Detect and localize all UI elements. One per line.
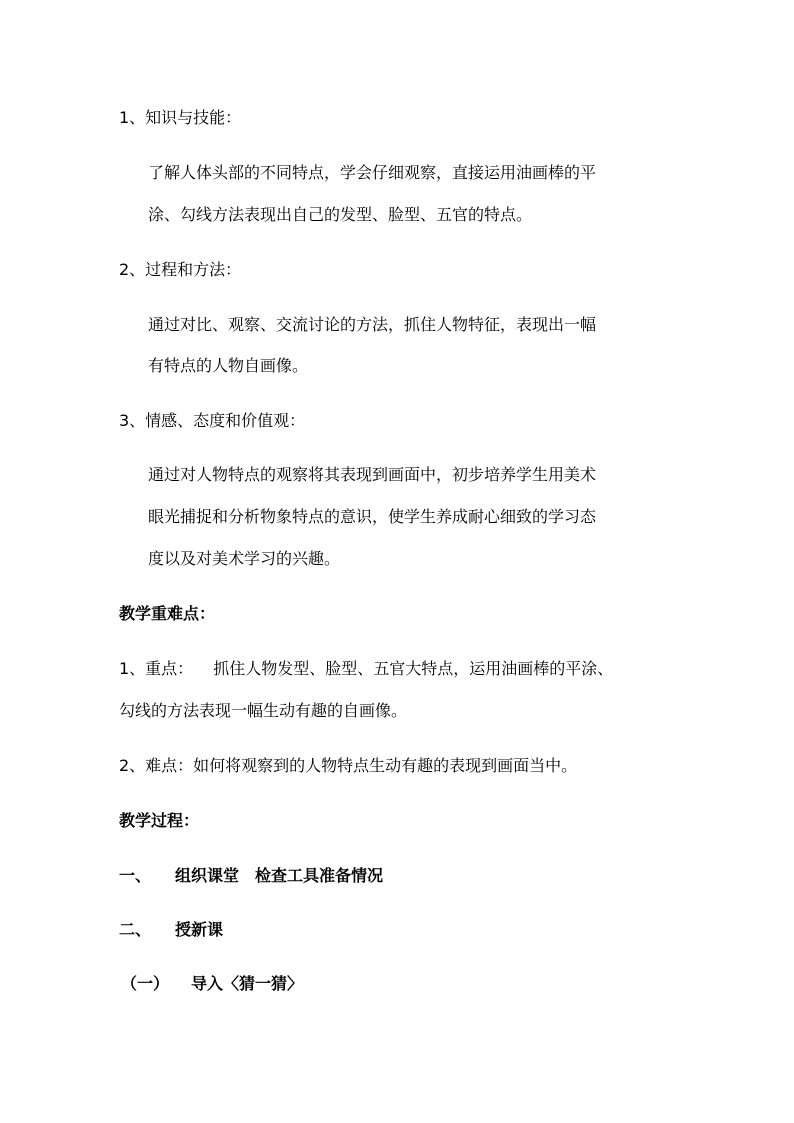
teaching-process-heading: 教学过程： bbox=[119, 811, 200, 830]
attitude-text-line-1: 通过对人物特点的观察将其表现到画面中，初步培养学生用美术 bbox=[148, 465, 597, 484]
step-one-text: 组织课堂 检查工具准备情况 bbox=[175, 866, 384, 885]
step-two-text: 授新课 bbox=[175, 920, 224, 939]
attitude-heading: 3、情感、态度和价值观： bbox=[119, 411, 306, 430]
substep-one bbox=[121, 974, 303, 994]
key-point-line-1 bbox=[119, 659, 613, 679]
step-two bbox=[119, 920, 223, 940]
key-point-label: 1、重点： bbox=[119, 659, 194, 678]
process-method-heading: 2、过程和方法： bbox=[119, 260, 242, 279]
step-two-number: 二、 bbox=[119, 920, 152, 939]
key-points-heading: 教学重难点： bbox=[119, 604, 216, 623]
knowledge-heading: 1、知识与技能： bbox=[119, 108, 242, 127]
attitude-text-line-2: 眼光捕捉和分析物象特点的意识，使学生养成耐心细致的学习态 bbox=[148, 507, 597, 526]
knowledge-text-line-1: 了解人体头部的不同特点，学会仔细观察，直接运用油画棒的平 bbox=[148, 163, 597, 182]
key-point-line-2: 勾线的方法表现一幅生动有趣的自画像。 bbox=[119, 701, 408, 720]
knowledge-text-line-2: 涂、勾线方法表现出自己的发型、脸型、五官的特点。 bbox=[148, 205, 533, 224]
process-method-text-line-1: 通过对比、观察、交流讨论的方法，抓住人物特征，表现出一幅 bbox=[148, 315, 597, 334]
key-point-text: 抓住人物发型、脸型、五官大特点，运用油画棒的平涂、 bbox=[213, 659, 614, 678]
attitude-text-line-3: 度以及对美术学习的兴趣。 bbox=[148, 549, 341, 568]
difficulty-point: 2、难点：如何将观察到的人物特点生动有趣的表现到画面当中。 bbox=[119, 756, 578, 775]
substep-one-text: 导入〈猜一猜〉 bbox=[191, 974, 304, 993]
step-one bbox=[119, 866, 383, 886]
process-method-text-line-2: 有特点的人物自画像。 bbox=[148, 356, 309, 375]
substep-one-number: （一） bbox=[121, 974, 170, 993]
step-one-number: 一、 bbox=[119, 866, 152, 885]
